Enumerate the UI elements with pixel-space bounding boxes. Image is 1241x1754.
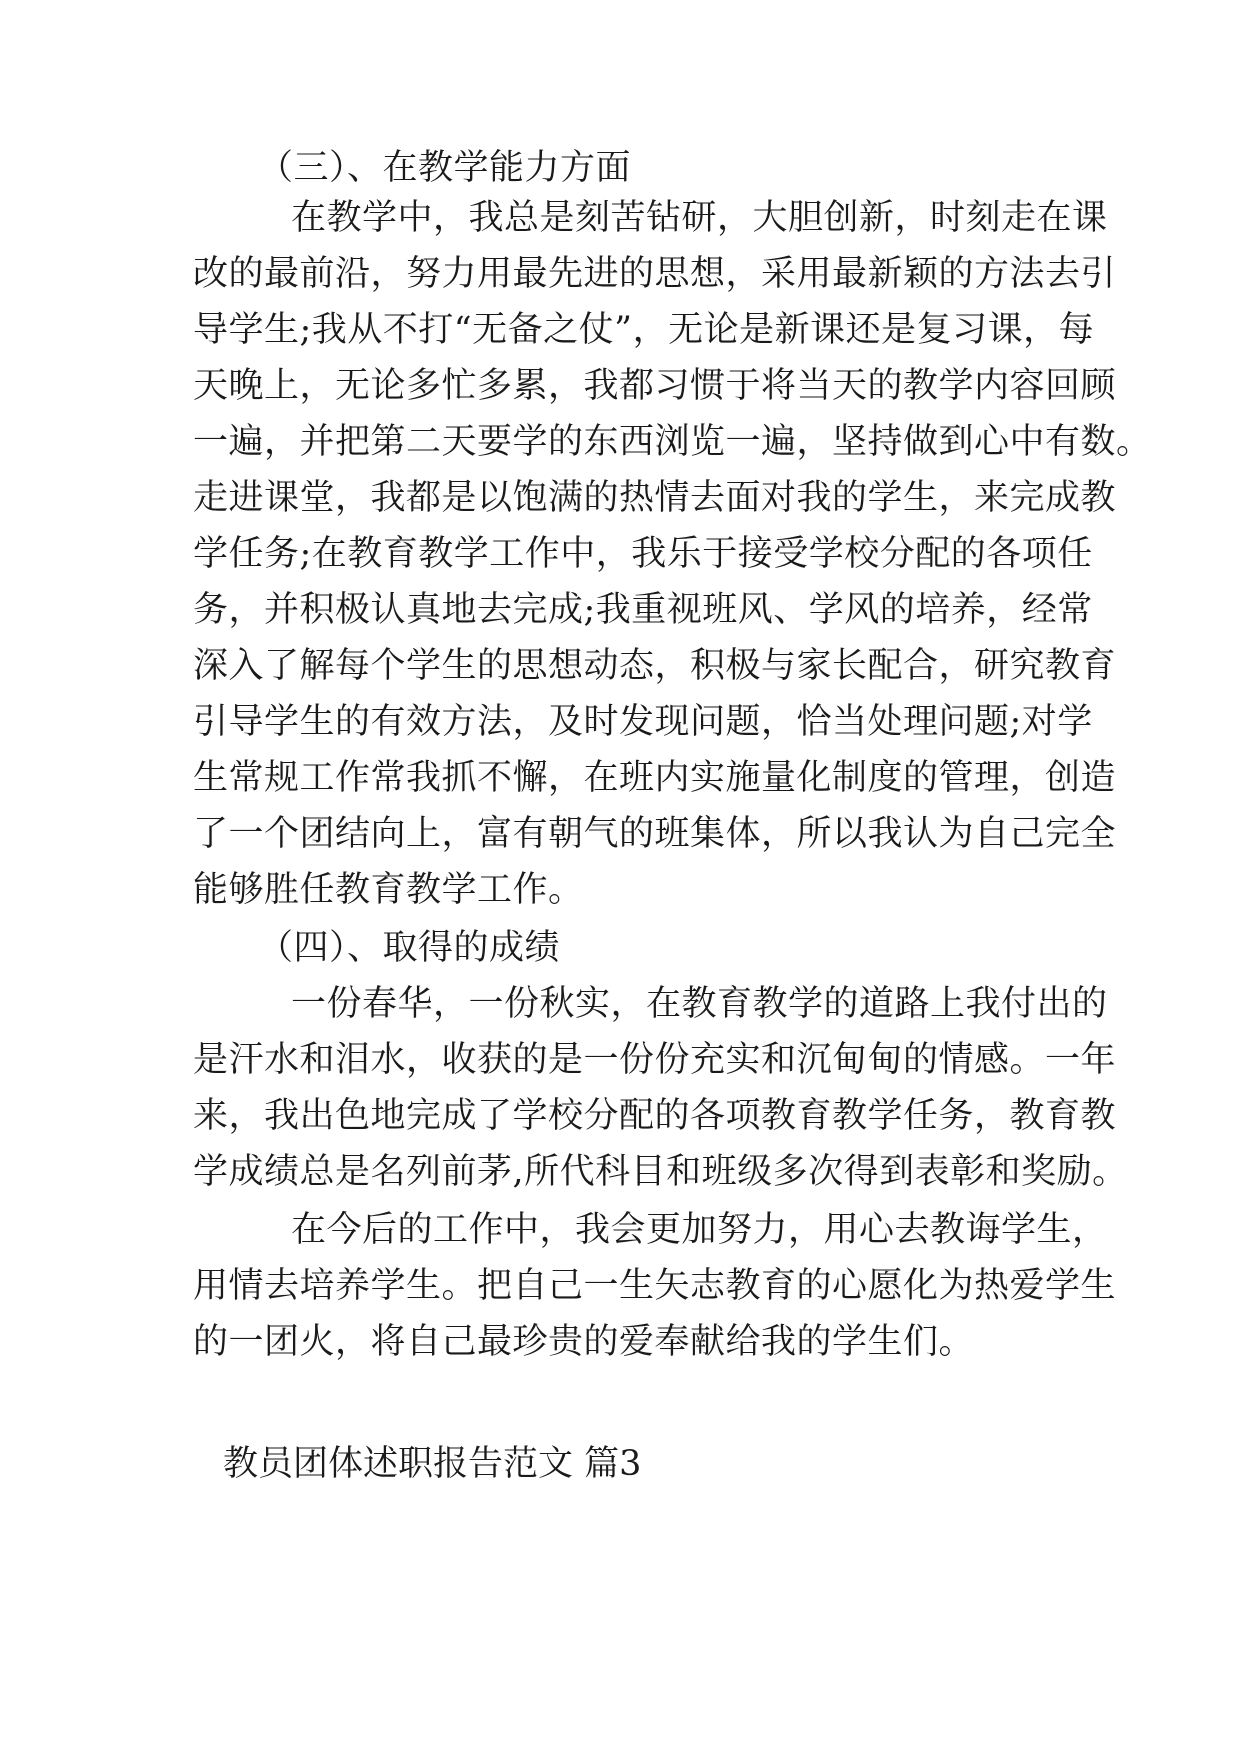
section-title: 教员团体述职报告范文 篇3 xyxy=(223,1444,642,1484)
paragraph-line: 生常规工作常我抓不懈，在班内实施量化制度的管理，创造 xyxy=(193,758,1117,798)
paragraph-line: 在教学中，我总是刻苦钻研，大胆创新，时刻走在课 xyxy=(291,198,1108,238)
heading-section-4: （四）、取得的成绩 xyxy=(258,928,561,968)
paragraph-line: 改的最前沿，努力用最先进的思想，采用最新颖的方法去引 xyxy=(193,254,1117,294)
paragraph-line: 走进课堂，我都是以饱满的热情去面对我的学生，来完成教 xyxy=(193,478,1117,518)
paragraph-line: 天晚上，无论多忙多累，我都习惯于将当天的教学内容回顾 xyxy=(193,366,1117,406)
paragraph-line: 导学生;我从不打“无备之仗”，无论是新课还是复习课，每 xyxy=(193,310,1095,350)
heading-section-3: （三）、在教学能力方面 xyxy=(258,148,632,188)
paragraph-line: 能够胜任教育教学工作。 xyxy=(193,870,584,910)
paragraph-line: 学任务;在教育教学工作中，我乐于接受学校分配的各项任 xyxy=(193,534,1093,574)
paragraph-line: 在今后的工作中，我会更加努力，用心去教诲学生， xyxy=(291,1210,1108,1250)
paragraph-line: 深入了解每个学生的思想动态，积极与家长配合，研究教育 xyxy=(193,646,1117,686)
paragraph-line: 引导学生的有效方法，及时发现问题，恰当处理问题;对学 xyxy=(193,702,1093,742)
paragraph-line: 一份春华，一份秋实，在教育教学的道路上我付出的 xyxy=(291,984,1108,1024)
paragraph-line: 学成绩总是名列前茅,所代科目和班级多次得到表彰和奖励。 xyxy=(193,1152,1128,1192)
paragraph-line: 用情去培养学生。把自己一生矢志教育的心愿化为热爱学生 xyxy=(193,1266,1117,1306)
paragraph-line: 务，并积极认真地去完成;我重视班风、学风的培养，经常 xyxy=(193,590,1093,630)
paragraph-line: 了一个团结向上，富有朝气的班集体，所以我认为自己完全 xyxy=(193,814,1117,854)
paragraph-line: 的一团火，将自己最珍贵的爱奉献给我的学生们。 xyxy=(193,1322,975,1362)
paragraph-line: 一遍，并把第二天要学的东西浏览一遍，坚持做到心中有数。 xyxy=(193,422,1152,462)
paragraph-line: 是汗水和泪水，收获的是一份份充实和沉甸甸的情感。一年 xyxy=(193,1040,1117,1080)
paragraph-line: 来，我出色地完成了学校分配的各项教育教学任务，教育教 xyxy=(193,1096,1117,1136)
